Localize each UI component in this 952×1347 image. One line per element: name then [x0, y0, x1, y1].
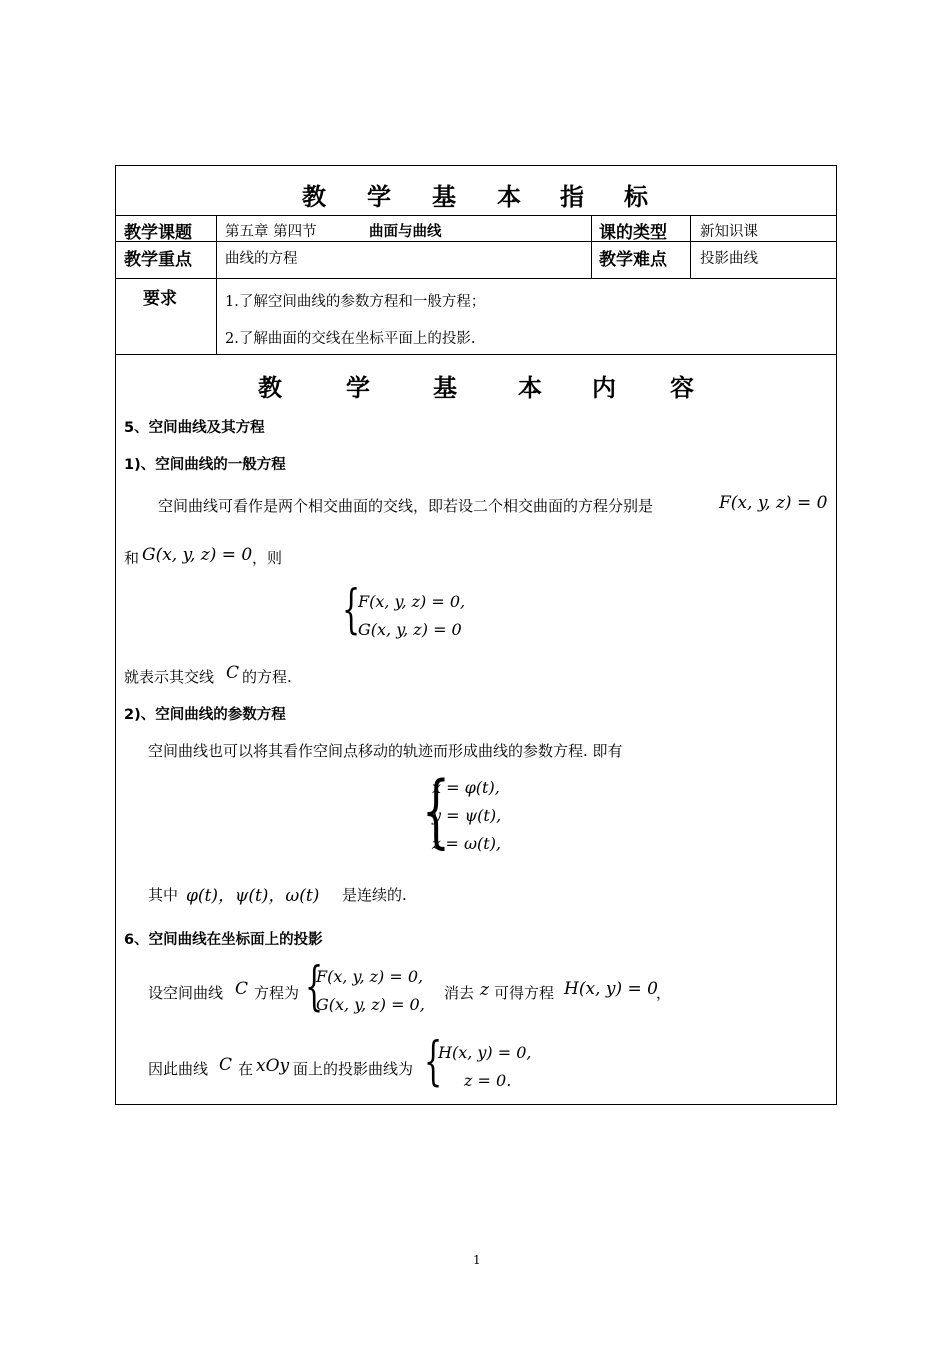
paragraph-lead: 和: [124, 549, 140, 567]
label-requirements: 要求: [143, 289, 177, 309]
system-line: z = 0.: [464, 1071, 512, 1090]
math-var: C: [226, 663, 240, 683]
equation-H: H(x, y) = 0: [564, 979, 658, 999]
system-line: G(x, y, z) = 0,: [316, 995, 425, 1014]
system-line: F(x, y, z) = 0,: [358, 592, 466, 611]
row-divider: [116, 241, 836, 242]
value-lesson-type: 新知识课: [700, 224, 758, 240]
section-heading: 2)、空间曲线的参数方程: [124, 707, 286, 723]
system-line: z = ω(t),: [432, 834, 502, 853]
title-char: 教: [258, 374, 282, 402]
brace-icon: {: [422, 764, 450, 857]
title-char: 本: [497, 183, 521, 211]
value-key-point: 曲线的方程: [225, 251, 298, 267]
paragraph-tail: 是连续的.: [342, 886, 407, 904]
system-line: G(x, y, z) = 0: [358, 620, 462, 639]
title-char: 学: [346, 374, 370, 402]
paragraph-lead: 因此曲线: [148, 1060, 209, 1078]
brace-icon: {: [305, 957, 324, 1017]
label-difficulty: 教学难点: [599, 250, 667, 270]
col-divider: [591, 215, 592, 278]
title-char: 学: [367, 183, 391, 211]
math-functions: φ(t)，ψ(t)，ω(t): [186, 886, 320, 906]
title-char: 本: [518, 374, 542, 402]
paragraph-text: 在: [238, 1060, 254, 1078]
section-heading: 1)、空间曲线的一般方程: [124, 457, 286, 473]
system-line: y = ψ(t),: [432, 806, 502, 825]
requirement-item: 1.了解空间曲线的参数方程和一般方程；: [225, 294, 486, 310]
paragraph-lead: 就表示其交线: [124, 668, 215, 686]
page-number: 1: [473, 1253, 481, 1267]
row-divider: [116, 278, 836, 279]
paragraph-text: 可得方程: [494, 984, 555, 1002]
paragraph-tail: ，: [656, 984, 672, 1002]
paragraph-text: 消去: [444, 984, 475, 1002]
paragraph: 空间曲线也可以将其看作空间点移动的轨迹而形成曲线的参数方程. 即有: [148, 742, 623, 760]
system-line: F(x, y, z) = 0,: [316, 967, 424, 986]
title-char: 基: [432, 183, 456, 211]
title-char: 教: [302, 183, 326, 211]
system-line: H(x, y) = 0,: [438, 1043, 532, 1062]
paragraph-text: 面上的投影曲线为: [293, 1060, 414, 1078]
title-char: 容: [670, 374, 694, 402]
row-divider: [116, 215, 836, 216]
system-line: x = φ(t),: [432, 778, 500, 797]
section-heading: 5、空间曲线及其方程: [124, 420, 265, 436]
title-char: 指: [560, 183, 584, 211]
math-var: C: [219, 1055, 233, 1075]
math-var: z: [480, 980, 489, 1000]
label-topic: 教学课题: [124, 223, 192, 243]
equation-F: F(x, y, z) = 0: [719, 493, 828, 513]
paragraph-text: 方程为: [254, 984, 300, 1002]
paragraph-tail: 的方程.: [242, 668, 292, 686]
row-divider: [116, 354, 836, 355]
value-chapter: 第五章 第四节: [225, 224, 317, 240]
brace-icon: {: [424, 1032, 443, 1092]
label-lesson-type: 课的类型: [599, 223, 667, 243]
title-char: 基: [433, 374, 457, 402]
title-char: 标: [624, 183, 648, 211]
paragraph-lead: 设空间曲线: [148, 984, 224, 1002]
brace-icon: {: [342, 580, 361, 640]
value-topic: 曲面与曲线: [369, 224, 442, 240]
col-divider: [216, 215, 217, 354]
math-var: C: [235, 979, 249, 999]
title-char: 内: [592, 374, 616, 402]
requirement-item: 2.了解曲面的交线在坐标平面上的投影.: [225, 331, 476, 347]
paragraph-lead: 其中: [148, 886, 179, 904]
section-heading: 6、空间曲线在坐标面上的投影: [124, 932, 323, 948]
math-plane: xOy: [256, 1056, 290, 1076]
paragraph-tail: ，则: [252, 549, 283, 567]
col-divider: [690, 215, 691, 278]
label-key-point: 教学重点: [124, 250, 192, 270]
paragraph: 空间曲线可看作是两个相交曲面的交线，即若设二个相交曲面的方程分别是: [158, 497, 654, 515]
equation-G: G(x, y, z) = 0: [142, 545, 253, 565]
value-difficulty: 投影曲线: [700, 251, 758, 267]
